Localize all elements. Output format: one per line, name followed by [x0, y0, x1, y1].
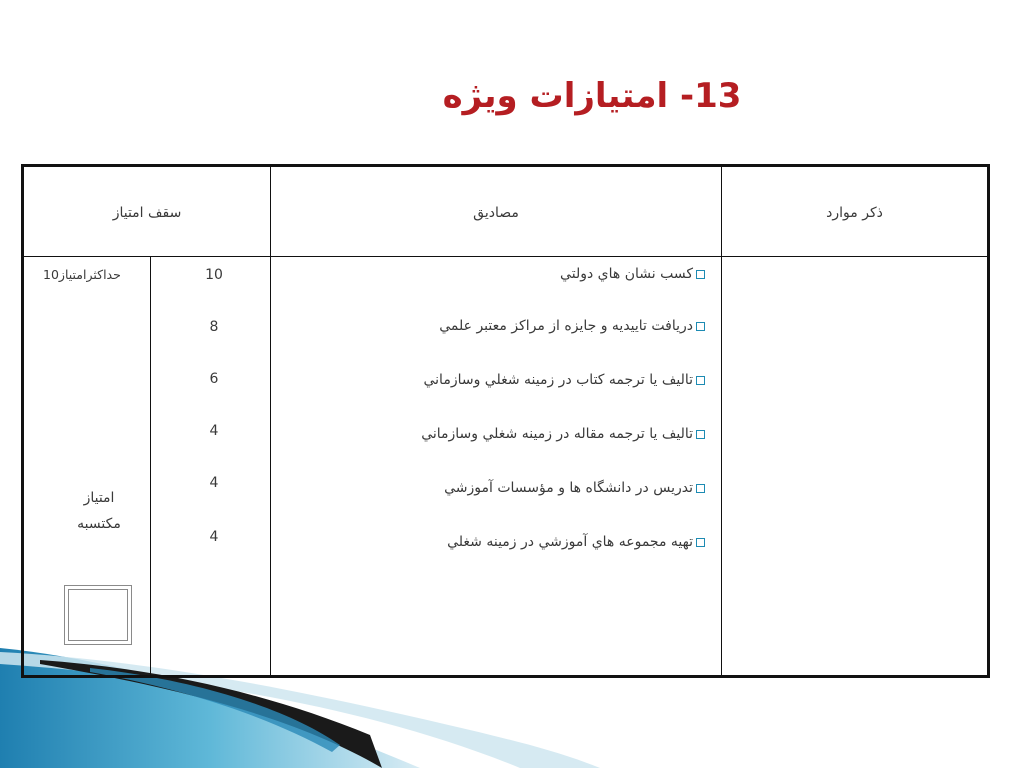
max-score-label: حداكثرامتياز10 — [43, 267, 121, 282]
header-evidence: مصاديق — [473, 205, 519, 221]
checkbox-bullet-icon — [696, 270, 705, 279]
evidence-item — [439, 318, 705, 334]
header-cap: سقف امتياز — [112, 205, 182, 221]
earned-line-2: مكتسبه — [77, 516, 121, 532]
score-value: 4 — [209, 529, 219, 545]
slide-title: 13- امتيازات ويژه — [442, 76, 742, 116]
evidence-item — [423, 372, 705, 388]
score-value: 4 — [209, 475, 219, 491]
evidence-item — [447, 534, 705, 550]
checkbox-bullet-icon — [696, 484, 705, 493]
evidence-item-label: كسب نشان هاي دولتي — [560, 266, 693, 282]
evidence-item — [421, 426, 705, 442]
evidence-item-label: تاليف يا ترجمه مقاله در زمينه شغلي وسازماني — [421, 426, 693, 442]
checkbox-bullet-icon — [696, 322, 705, 331]
checkbox-bullet-icon — [696, 430, 705, 439]
checkbox-bullet-icon — [696, 376, 705, 385]
evidence-item — [560, 266, 705, 282]
earned-line-1: امتياز — [83, 490, 115, 506]
evidence-item-label: تاليف يا ترجمه كتاب در زمينه شغلي وسازماني — [423, 372, 693, 388]
evidence-item — [444, 480, 705, 496]
criteria-table — [21, 164, 990, 678]
evidence-item-label: دريافت تاييديه و جايزه از مراكز معتبر علمي — [439, 318, 693, 334]
score-value: 8 — [209, 319, 219, 335]
score-value: 4 — [209, 423, 219, 439]
score-value: 6 — [209, 371, 219, 387]
earned-score-input[interactable] — [64, 585, 132, 645]
evidence-item-label: تهيه مجموعه هاي آموزشي در زمينه شغلي — [447, 534, 693, 550]
header-notes: ذكر موارد — [826, 205, 883, 221]
evidence-item-label: تدريس در دانشگاه ها و مؤسسات آموزشي — [444, 480, 693, 496]
column-divider — [150, 257, 151, 675]
checkbox-bullet-icon — [696, 538, 705, 547]
earned-score-input-inner — [68, 589, 128, 641]
earned-score-label — [44, 485, 154, 537]
score-value: 10 — [205, 267, 223, 283]
